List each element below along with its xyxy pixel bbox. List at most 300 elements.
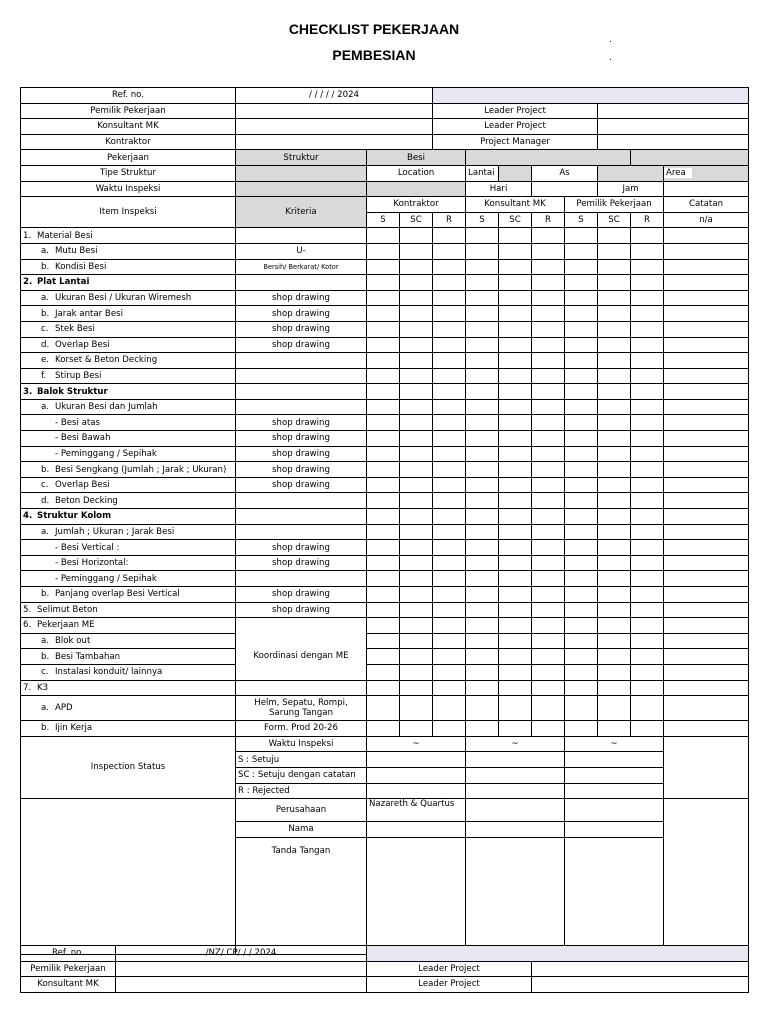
check-cell[interactable] — [400, 290, 433, 306]
check-cell[interactable] — [565, 664, 598, 680]
check-cell[interactable] — [532, 275, 565, 291]
check-cell[interactable] — [631, 664, 664, 680]
check-cell[interactable] — [532, 415, 565, 431]
check-cell[interactable] — [598, 228, 631, 244]
catatan-cell[interactable] — [664, 259, 749, 275]
check-cell[interactable] — [565, 462, 598, 478]
check-cell[interactable] — [466, 602, 499, 618]
check-cell[interactable] — [631, 353, 664, 369]
check-cell[interactable] — [367, 306, 400, 322]
check-cell[interactable] — [400, 243, 433, 259]
catatan-cell[interactable] — [664, 696, 749, 721]
check-cell[interactable] — [400, 462, 433, 478]
check-cell[interactable] — [433, 399, 466, 415]
check-cell[interactable] — [466, 306, 499, 322]
check-cell[interactable] — [499, 587, 532, 603]
check-cell[interactable] — [598, 415, 631, 431]
check-cell[interactable] — [499, 384, 532, 400]
check-cell[interactable] — [367, 680, 400, 696]
check-cell[interactable] — [367, 649, 400, 665]
catatan-cell[interactable] — [664, 509, 749, 525]
check-cell[interactable] — [433, 509, 466, 525]
check-cell[interactable] — [631, 243, 664, 259]
check-cell[interactable] — [532, 243, 565, 259]
check-cell[interactable] — [367, 275, 400, 291]
check-cell[interactable] — [631, 602, 664, 618]
check-cell[interactable] — [598, 431, 631, 447]
check-cell[interactable] — [466, 721, 499, 737]
catatan-cell[interactable] — [664, 368, 749, 384]
catatan-cell[interactable] — [664, 243, 749, 259]
check-cell[interactable] — [433, 540, 466, 556]
check-cell[interactable] — [499, 649, 532, 665]
check-cell[interactable] — [400, 415, 433, 431]
check-cell[interactable] — [433, 446, 466, 462]
check-cell[interactable] — [433, 587, 466, 603]
check-cell[interactable] — [598, 680, 631, 696]
check-cell[interactable] — [433, 275, 466, 291]
check-cell[interactable] — [400, 337, 433, 353]
check-cell[interactable] — [631, 399, 664, 415]
ttd-kontraktor[interactable] — [367, 837, 466, 954]
check-cell[interactable] — [400, 664, 433, 680]
catatan-cell[interactable] — [664, 337, 749, 353]
catatan-cell[interactable] — [664, 399, 749, 415]
check-cell[interactable] — [565, 633, 598, 649]
check-cell[interactable] — [532, 446, 565, 462]
check-cell[interactable] — [598, 306, 631, 322]
check-cell[interactable] — [598, 721, 631, 737]
check-cell[interactable] — [532, 571, 565, 587]
status-pemilik[interactable] — [565, 783, 664, 799]
check-cell[interactable] — [532, 259, 565, 275]
catatan-cell[interactable] — [664, 431, 749, 447]
check-cell[interactable] — [466, 571, 499, 587]
check-cell[interactable] — [532, 353, 565, 369]
check-cell[interactable] — [565, 696, 598, 721]
check-cell[interactable] — [367, 399, 400, 415]
check-cell[interactable] — [466, 243, 499, 259]
check-cell[interactable] — [565, 493, 598, 509]
check-cell[interactable] — [631, 649, 664, 665]
catatan-cell[interactable] — [664, 571, 749, 587]
company-pemilik[interactable] — [565, 799, 664, 822]
check-cell[interactable] — [631, 368, 664, 384]
check-cell[interactable] — [631, 431, 664, 447]
check-cell[interactable] — [565, 721, 598, 737]
check-cell[interactable] — [631, 228, 664, 244]
check-cell[interactable] — [499, 415, 532, 431]
check-cell[interactable] — [598, 587, 631, 603]
check-cell[interactable] — [367, 571, 400, 587]
check-cell[interactable] — [367, 696, 400, 721]
check-cell[interactable] — [367, 587, 400, 603]
check-cell[interactable] — [631, 680, 664, 696]
check-cell[interactable] — [466, 509, 499, 525]
check-cell[interactable] — [598, 696, 631, 721]
check-cell[interactable] — [400, 446, 433, 462]
check-cell[interactable] — [532, 696, 565, 721]
check-cell[interactable] — [532, 664, 565, 680]
check-cell[interactable] — [532, 587, 565, 603]
check-cell[interactable] — [598, 243, 631, 259]
check-cell[interactable] — [466, 384, 499, 400]
check-cell[interactable] — [598, 555, 631, 571]
check-cell[interactable] — [631, 555, 664, 571]
check-cell[interactable] — [565, 306, 598, 322]
check-cell[interactable] — [367, 602, 400, 618]
check-cell[interactable] — [565, 680, 598, 696]
check-cell[interactable] — [433, 493, 466, 509]
status-kontraktor[interactable] — [367, 767, 466, 783]
catatan-cell[interactable] — [664, 275, 749, 291]
check-cell[interactable] — [466, 446, 499, 462]
check-cell[interactable] — [367, 431, 400, 447]
catatan-cell[interactable] — [664, 618, 749, 634]
check-cell[interactable] — [433, 649, 466, 665]
check-cell[interactable] — [598, 462, 631, 478]
check-cell[interactable] — [532, 306, 565, 322]
check-cell[interactable] — [400, 618, 433, 634]
check-cell[interactable] — [631, 571, 664, 587]
check-cell[interactable] — [565, 431, 598, 447]
check-cell[interactable] — [466, 649, 499, 665]
check-cell[interactable] — [367, 524, 400, 540]
nama-konsultan[interactable] — [466, 822, 565, 838]
check-cell[interactable] — [499, 555, 532, 571]
check-cell[interactable] — [433, 680, 466, 696]
catatan-cell[interactable] — [664, 664, 749, 680]
check-cell[interactable] — [631, 540, 664, 556]
check-cell[interactable] — [499, 477, 532, 493]
check-cell[interactable] — [400, 493, 433, 509]
status-konsultan[interactable] — [466, 783, 565, 799]
catatan-cell[interactable] — [664, 649, 749, 665]
check-cell[interactable] — [466, 399, 499, 415]
check-cell[interactable] — [565, 540, 598, 556]
check-cell[interactable] — [631, 337, 664, 353]
check-cell[interactable] — [400, 649, 433, 665]
check-cell[interactable] — [433, 337, 466, 353]
check-cell[interactable] — [433, 571, 466, 587]
check-cell[interactable] — [499, 602, 532, 618]
check-cell[interactable] — [367, 415, 400, 431]
check-cell[interactable] — [532, 680, 565, 696]
check-cell[interactable] — [532, 509, 565, 525]
check-cell[interactable] — [631, 477, 664, 493]
catatan-cell[interactable] — [664, 290, 749, 306]
check-cell[interactable] — [598, 493, 631, 509]
catatan-cell[interactable] — [664, 721, 749, 737]
check-cell[interactable] — [367, 540, 400, 556]
check-cell[interactable] — [598, 571, 631, 587]
catatan-cell[interactable] — [664, 306, 749, 322]
check-cell[interactable] — [400, 384, 433, 400]
check-cell[interactable] — [631, 524, 664, 540]
check-cell[interactable] — [598, 259, 631, 275]
check-cell[interactable] — [433, 259, 466, 275]
check-cell[interactable] — [400, 571, 433, 587]
status-kontraktor[interactable] — [367, 752, 466, 768]
check-cell[interactable] — [367, 337, 400, 353]
check-cell[interactable] — [367, 462, 400, 478]
check-cell[interactable] — [400, 587, 433, 603]
check-cell[interactable] — [631, 259, 664, 275]
status-konsultan[interactable] — [466, 767, 565, 783]
check-cell[interactable] — [565, 290, 598, 306]
check-cell[interactable] — [598, 649, 631, 665]
catatan-cell[interactable] — [664, 680, 749, 696]
check-cell[interactable] — [499, 337, 532, 353]
check-cell[interactable] — [367, 290, 400, 306]
catatan-cell[interactable] — [664, 321, 749, 337]
catatan-cell[interactable] — [664, 462, 749, 478]
check-cell[interactable] — [565, 602, 598, 618]
catatan-cell[interactable] — [664, 477, 749, 493]
check-cell[interactable] — [499, 571, 532, 587]
check-cell[interactable] — [598, 477, 631, 493]
check-cell[interactable] — [499, 633, 532, 649]
nama-pemilik[interactable] — [565, 822, 664, 838]
check-cell[interactable] — [631, 696, 664, 721]
check-cell[interactable] — [400, 306, 433, 322]
check-cell[interactable] — [433, 633, 466, 649]
check-cell[interactable] — [532, 321, 565, 337]
check-cell[interactable] — [433, 477, 466, 493]
check-cell[interactable] — [499, 275, 532, 291]
check-cell[interactable] — [466, 540, 499, 556]
check-cell[interactable] — [532, 228, 565, 244]
check-cell[interactable] — [433, 415, 466, 431]
catatan-cell[interactable] — [664, 602, 749, 618]
check-cell[interactable] — [598, 602, 631, 618]
check-cell[interactable] — [400, 275, 433, 291]
check-cell[interactable] — [400, 509, 433, 525]
check-cell[interactable] — [598, 321, 631, 337]
check-cell[interactable] — [400, 228, 433, 244]
check-cell[interactable] — [367, 618, 400, 634]
catatan-cell[interactable] — [664, 446, 749, 462]
check-cell[interactable] — [400, 555, 433, 571]
check-cell[interactable] — [631, 618, 664, 634]
check-cell[interactable] — [466, 259, 499, 275]
check-cell[interactable] — [499, 618, 532, 634]
catatan-cell[interactable] — [664, 555, 749, 571]
check-cell[interactable] — [565, 649, 598, 665]
status-kontraktor[interactable] — [367, 783, 466, 799]
check-cell[interactable] — [400, 696, 433, 721]
catatan-cell[interactable] — [664, 353, 749, 369]
check-cell[interactable] — [598, 384, 631, 400]
check-cell[interactable] — [598, 290, 631, 306]
status-pemilik[interactable] — [565, 752, 664, 768]
check-cell[interactable] — [466, 633, 499, 649]
check-cell[interactable] — [367, 477, 400, 493]
check-cell[interactable] — [565, 321, 598, 337]
check-cell[interactable] — [532, 368, 565, 384]
check-cell[interactable] — [400, 399, 433, 415]
check-cell[interactable] — [598, 399, 631, 415]
status-pemilik[interactable] — [565, 767, 664, 783]
catatan-cell[interactable] — [664, 415, 749, 431]
check-cell[interactable] — [499, 306, 532, 322]
check-cell[interactable] — [433, 431, 466, 447]
check-cell[interactable] — [367, 633, 400, 649]
check-cell[interactable] — [598, 509, 631, 525]
check-cell[interactable] — [598, 446, 631, 462]
check-cell[interactable] — [433, 353, 466, 369]
status-konsultan[interactable] — [466, 752, 565, 768]
catatan-cell[interactable] — [664, 493, 749, 509]
check-cell[interactable] — [367, 384, 400, 400]
check-cell[interactable] — [565, 555, 598, 571]
check-cell[interactable] — [466, 664, 499, 680]
check-cell[interactable] — [565, 337, 598, 353]
check-cell[interactable] — [598, 540, 631, 556]
check-cell[interactable] — [400, 540, 433, 556]
check-cell[interactable] — [466, 618, 499, 634]
check-cell[interactable] — [499, 524, 532, 540]
check-cell[interactable] — [532, 337, 565, 353]
check-cell[interactable] — [433, 306, 466, 322]
check-cell[interactable] — [499, 721, 532, 737]
check-cell[interactable] — [631, 290, 664, 306]
check-cell[interactable] — [400, 721, 433, 737]
check-cell[interactable] — [565, 571, 598, 587]
check-cell[interactable] — [466, 462, 499, 478]
check-cell[interactable] — [433, 384, 466, 400]
check-cell[interactable] — [631, 633, 664, 649]
check-cell[interactable] — [565, 524, 598, 540]
check-cell[interactable] — [400, 602, 433, 618]
check-cell[interactable] — [532, 290, 565, 306]
company-konsultan[interactable] — [466, 799, 565, 822]
check-cell[interactable] — [499, 353, 532, 369]
check-cell[interactable] — [565, 399, 598, 415]
check-cell[interactable] — [367, 353, 400, 369]
check-cell[interactable] — [466, 228, 499, 244]
check-cell[interactable] — [598, 275, 631, 291]
check-cell[interactable] — [631, 446, 664, 462]
ttd-pemilik[interactable] — [565, 837, 664, 954]
check-cell[interactable] — [433, 721, 466, 737]
catatan-cell[interactable] — [664, 633, 749, 649]
check-cell[interactable] — [631, 415, 664, 431]
check-cell[interactable] — [433, 524, 466, 540]
check-cell[interactable] — [367, 368, 400, 384]
check-cell[interactable] — [466, 587, 499, 603]
check-cell[interactable] — [532, 524, 565, 540]
check-cell[interactable] — [466, 368, 499, 384]
check-cell[interactable] — [499, 509, 532, 525]
check-cell[interactable] — [565, 243, 598, 259]
check-cell[interactable] — [400, 524, 433, 540]
check-cell[interactable] — [466, 353, 499, 369]
check-cell[interactable] — [598, 664, 631, 680]
check-cell[interactable] — [532, 555, 565, 571]
check-cell[interactable] — [367, 243, 400, 259]
ttd-konsultan[interactable] — [466, 837, 565, 954]
check-cell[interactable] — [466, 275, 499, 291]
check-cell[interactable] — [466, 696, 499, 721]
check-cell[interactable] — [532, 602, 565, 618]
check-cell[interactable] — [598, 337, 631, 353]
check-cell[interactable] — [499, 462, 532, 478]
check-cell[interactable] — [400, 259, 433, 275]
check-cell[interactable] — [400, 321, 433, 337]
check-cell[interactable] — [631, 306, 664, 322]
check-cell[interactable] — [499, 664, 532, 680]
check-cell[interactable] — [631, 587, 664, 603]
check-cell[interactable] — [598, 353, 631, 369]
check-cell[interactable] — [532, 633, 565, 649]
check-cell[interactable] — [400, 368, 433, 384]
catatan-cell[interactable] — [664, 524, 749, 540]
check-cell[interactable] — [598, 618, 631, 634]
check-cell[interactable] — [433, 618, 466, 634]
check-cell[interactable] — [466, 415, 499, 431]
check-cell[interactable] — [400, 633, 433, 649]
check-cell[interactable] — [598, 524, 631, 540]
nama-kontraktor[interactable] — [367, 822, 466, 838]
check-cell[interactable] — [499, 399, 532, 415]
check-cell[interactable] — [466, 290, 499, 306]
check-cell[interactable] — [532, 399, 565, 415]
check-cell[interactable] — [565, 259, 598, 275]
check-cell[interactable] — [466, 337, 499, 353]
check-cell[interactable] — [466, 321, 499, 337]
check-cell[interactable] — [532, 462, 565, 478]
check-cell[interactable] — [466, 477, 499, 493]
check-cell[interactable] — [433, 664, 466, 680]
check-cell[interactable] — [466, 431, 499, 447]
check-cell[interactable] — [367, 321, 400, 337]
check-cell[interactable] — [598, 368, 631, 384]
check-cell[interactable] — [532, 431, 565, 447]
check-cell[interactable] — [367, 446, 400, 462]
check-cell[interactable] — [433, 290, 466, 306]
check-cell[interactable] — [565, 384, 598, 400]
check-cell[interactable] — [499, 259, 532, 275]
check-cell[interactable] — [367, 493, 400, 509]
check-cell[interactable] — [499, 431, 532, 447]
check-cell[interactable] — [532, 493, 565, 509]
check-cell[interactable] — [433, 228, 466, 244]
check-cell[interactable] — [433, 368, 466, 384]
check-cell[interactable] — [499, 290, 532, 306]
check-cell[interactable] — [565, 275, 598, 291]
check-cell[interactable] — [400, 353, 433, 369]
check-cell[interactable] — [565, 446, 598, 462]
check-cell[interactable] — [565, 477, 598, 493]
check-cell[interactable] — [367, 228, 400, 244]
check-cell[interactable] — [532, 649, 565, 665]
check-cell[interactable] — [565, 415, 598, 431]
check-cell[interactable] — [565, 509, 598, 525]
check-cell[interactable] — [499, 243, 532, 259]
check-cell[interactable] — [565, 618, 598, 634]
check-cell[interactable] — [631, 384, 664, 400]
check-cell[interactable] — [367, 721, 400, 737]
check-cell[interactable] — [565, 353, 598, 369]
catatan-cell[interactable] — [664, 587, 749, 603]
check-cell[interactable] — [499, 368, 532, 384]
check-cell[interactable] — [631, 509, 664, 525]
check-cell[interactable] — [631, 493, 664, 509]
check-cell[interactable] — [532, 477, 565, 493]
check-cell[interactable] — [433, 555, 466, 571]
check-cell[interactable] — [367, 259, 400, 275]
